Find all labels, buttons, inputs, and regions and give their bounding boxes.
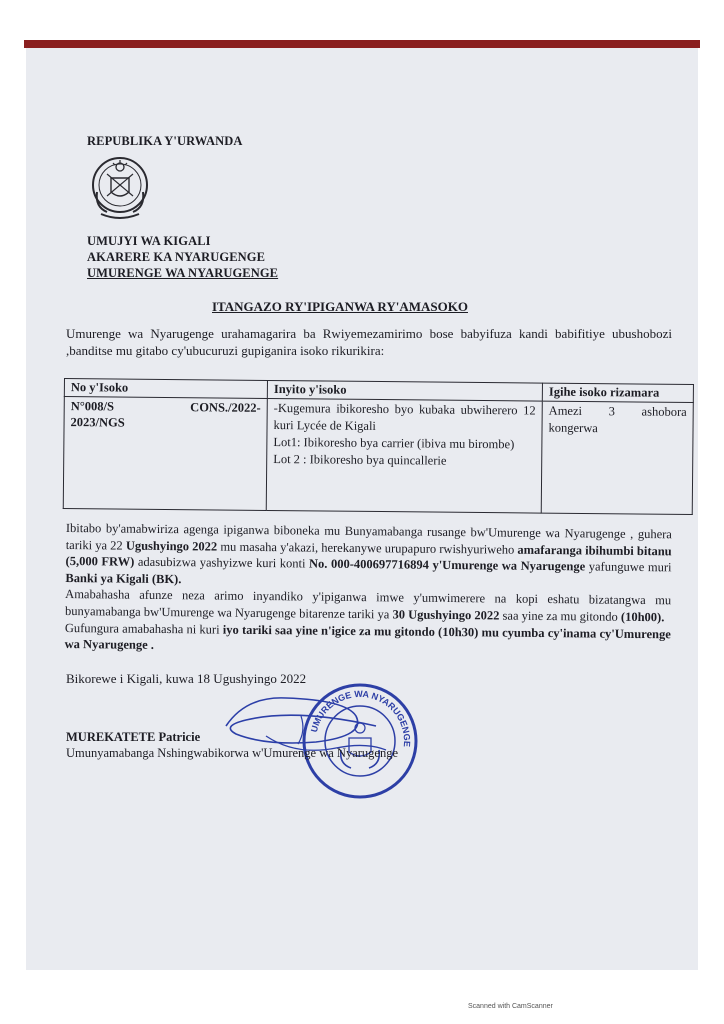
district-heading: AKARERE KA NYARUGENGE — [87, 250, 266, 264]
document-title: ITANGAZO RY'IPIGANWA RY'AMASOKO — [212, 299, 468, 314]
col-header-title: Inyito y'isoko — [267, 380, 542, 401]
body-text-span: Gufungura amabahasha ni kuri — [64, 620, 223, 637]
tender-duration-cell — [541, 401, 693, 514]
tender-ref-part2: CONS./2022- — [190, 400, 261, 415]
lot2-text: Lot 2 : Ibikoresho bya quincallerie — [273, 452, 447, 468]
stamp-text: UMURENGE WA NYARUGENGE — [308, 688, 413, 748]
tender-description: -Kugemura ibikoresho byo kubaka ubwiherero 12 kuri Lycée de Kigali — [273, 401, 536, 433]
bank-account: No. 000-400697716894 y'Umurenge wa Nyarugenge — [308, 556, 586, 574]
opening-paragraph — [65, 620, 671, 660]
fee-amount: amafaranga ibihumbi bitanu (5,000 FRW) — [65, 542, 672, 569]
sector-heading: UMURENGE WA NYARUGENGE — [87, 266, 279, 280]
signer-name: MUREKATETE Patricie — [66, 730, 201, 744]
col-header-ref: No y'Isoko — [64, 379, 267, 399]
body-text-span: mu masaha y'akazi, herekanywe urupapuro rwishyuriweho — [217, 539, 518, 557]
deadline-date: 30 Ugushyingo 2022 — [392, 607, 500, 623]
rwanda-coat-of-arms-icon — [87, 152, 153, 224]
signer-role: Umunyamabanga Nshingwabikorwa w'Umurenge wa Nyarugenge — [66, 746, 399, 760]
body-text-span: Ibitabo by'amabwiriza agenga ipiganwa biboneka mu Bunyamabanga rusange bw'Umurenge wa Nyarugenge , guhera tariki ya 22 — [65, 520, 672, 553]
lot1-text: Lot1: Ibikoresho bya carrier (ibiva mu birombe) — [273, 435, 515, 452]
tender-ref-part1: N°008/S — [70, 399, 114, 414]
republic-heading: REPUBLIKA Y'URWANDA — [87, 134, 243, 148]
tender-ref-part3: 2023/NGS — [70, 415, 125, 430]
bank-name: Banki ya Kigali (BK). — [65, 570, 182, 586]
scanner-watermark: Scanned with CamScanner — [468, 1003, 553, 1010]
col-header-duration: Igihe isoko rizamara — [542, 383, 693, 402]
body-bold-span: Ugushyingo 2022 — [125, 538, 218, 554]
body-text — [65, 520, 672, 659]
table-row — [63, 397, 693, 515]
tender-table — [63, 378, 694, 515]
city-heading: UMUJYI WA KIGALI — [87, 234, 211, 248]
body-text-span: adasubizwa yashyizwe kuri konti — [134, 554, 310, 571]
body-text-span: yafunguwe muri — [585, 559, 672, 575]
documents-paragraph — [65, 520, 672, 593]
tender-duration: Amezi 3 ashobora kongerwa — [548, 403, 687, 436]
scan-edge-bar — [24, 40, 700, 48]
deadline-time: (10h00). — [620, 609, 665, 625]
tender-title-cell — [266, 398, 542, 513]
body-text-span: Amabahasha afunze neza arimo inyandiko y'ipiganwa imwe y'umwimerere na kopi eshatu bizatangwa mu bunyamabanga bw'Umurenge wa Nyarugenge bitarenze tariki ya — [64, 587, 672, 622]
body-text-span: saa yine za mu gitondo — [499, 608, 622, 624]
intro-paragraph: Umurenge wa Nyarugenge urahamagarira ba Rwiyemezamirimo bose babyifuza kandi babifitiye ubushobozi ,banditse mu gitabo cy'ubucuruzi gupiganira isoko rikurikira: — [66, 326, 672, 358]
tender-ref-cell — [63, 397, 267, 511]
opening-details: iyo tariki saa yine n'igice za mu gitondo (10h30) mu cyumba cy'inama cy'Umurenge wa Nyarugenge . — [64, 622, 671, 653]
issue-date: Bikorewe i Kigali, kuwa 18 Ugushyingo 2022 — [66, 671, 307, 686]
